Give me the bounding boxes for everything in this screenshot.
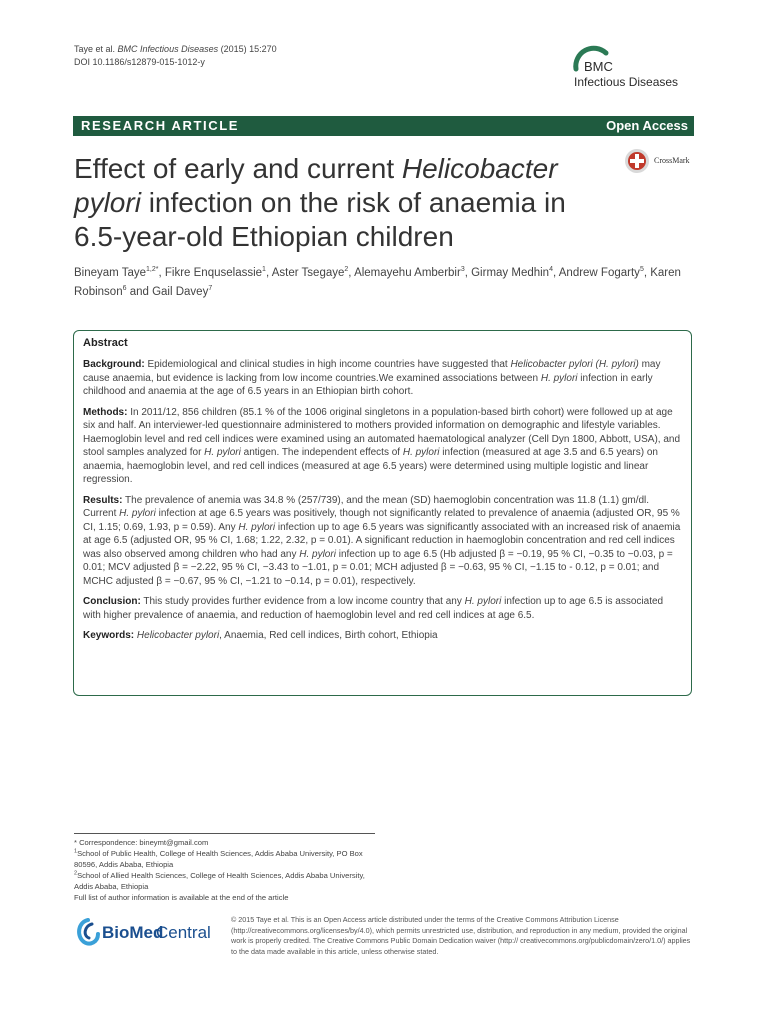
author-separator: ,: [464, 267, 472, 279]
abstract-conclusion: [83, 595, 683, 622]
affiliation-text: School of Public Health, College of Health Sciences, Addis Ababa University, PO Box 80596, Addis Ababa, Ethiopia: [74, 849, 363, 869]
journal-logo-name: Infectious Diseases: [574, 75, 679, 89]
affiliation-2: [74, 870, 384, 892]
correspondence: * Correspondence: bineymt@gmail.com: [74, 838, 209, 847]
full-author-info-note: Full list of author information is available at the end of the article: [74, 893, 289, 902]
abstract-results: [83, 494, 683, 589]
biomed-central-logo: [74, 916, 224, 952]
journal-logo: [566, 45, 706, 101]
author-separator: ,: [552, 267, 559, 279]
abstract-text: infection at age 6.5 years was positively, though not significantly related to prevalence of anaemia (adjusted OR, 95 % CI, 1.15; 0.69, 1.93, p = 0.59). Any: [83, 508, 680, 533]
title-part: Effect of early and current: [74, 153, 402, 184]
abstract-italic: H. pylori: [464, 596, 502, 607]
abstract-text: infection up to age 6.5 is associated with higher prevalence of anaemia, and reduction of haemoglobin level and red cell indices at age 6.5.: [83, 596, 664, 621]
abstract-text: , Anaemia, Red cell indices, Birth cohort, Ethiopia: [219, 630, 438, 641]
abstract-text: This study provides further evidence from a low income country that any: [140, 596, 465, 607]
title-italic: pylori: [74, 187, 141, 218]
author-affiliation-sup: 7: [208, 285, 213, 293]
abstract-text: Epidemiological and clinical studies in high income countries have suggested that: [144, 359, 511, 370]
title-part: 6.5-year-old Ethiopian children: [74, 221, 454, 252]
abstract-text: infection up to age 6.5 years was significantly associated with an increased risk of anaemia at age 6.5 (adjusted OR, 95 % CI, 1.68; 1.22, 2.32, p = 0.01). A significant reduction in haemoglobin concentration and red cell indices was also observed among children who had any: [83, 521, 681, 560]
affiliation-sup: 2: [74, 870, 78, 877]
abstract-italic: H. pylori: [299, 548, 336, 560]
abstract-box: [73, 330, 692, 696]
biomed-swirl-icon: [74, 916, 102, 950]
abstract-text: infection in early childhood and anaemia at the age of 6.5 years in an Ethiopian birth cohort.: [83, 372, 653, 397]
author-name: Aster Tsegaye: [271, 267, 345, 279]
author-affiliation-sup: 2: [344, 266, 349, 274]
author-name: Alemayehu Amberbir: [354, 267, 461, 279]
journal-logo-bmc: BMC: [584, 59, 613, 74]
abstract-text: In 2011/12, 856 children (85.1 % of the 1006 original singletons in a population-based birth cohort) were followed up at age six and half. An interviewer-led questionnaire administered to mothers provided information on demographic and lifestyle variables. Haemoglobin level and red cell indices were examined using an automated haematological analyzer (Cell Dyn 1800, Abbott, USA), and stool samples analyzed for: [83, 406, 681, 458]
biomed-logo-text: BioMed: [102, 923, 164, 942]
abstract-text: infection (measured at age 3.5 and 6.5 years) on anaemia, haemoglobin level, and red cell indices (measured at age 6.5 years) were determined using multiple logistic and linear regression.: [83, 447, 658, 485]
section-label: Methods:: [83, 406, 128, 418]
abstract-italic: H. pylori: [119, 508, 156, 519]
abstract-text: may cause anaemia, but evidence is lacking from low income countries.We examined associations between: [83, 359, 661, 384]
author-affiliation-sup: 5: [639, 266, 644, 274]
author-affiliation-sup: 6: [122, 285, 127, 293]
author-name: Fikre Enquselassie: [164, 267, 263, 279]
citation-journal: BMC Infectious Diseases: [117, 44, 219, 54]
abstract-keywords: [83, 629, 683, 643]
affiliation-1: [74, 848, 384, 870]
crossmark-icon: [624, 148, 650, 174]
affiliation-sup: 1: [74, 848, 78, 855]
author-name: Andrew Fogarty: [558, 267, 640, 279]
crossmark-badge[interactable]: [624, 148, 704, 174]
author-affiliation-sup: 3: [460, 266, 465, 274]
section-label: Keywords:: [83, 630, 135, 641]
license-text: © 2015 Taye et al. This is an Open Access article distributed under the terms of the Creative Commons Attribution License (http://creativecommons.org/licenses/by/4.0), which permits unrestricted use, distribution, and reproduction in any medium, provided the original work is properly credited. The Creative Commons Public Domain Dedication waiver (http:// creativecommons.org/publicdomain/zero/1.0/) applies to the data made available in this article, unless otherwise stated.: [231, 915, 691, 956]
author-affiliation-sup: 4: [549, 266, 553, 274]
abstract-italic: H. pylori: [204, 447, 241, 458]
doi[interactable]: DOI 10.1186/s12879-015-1012-y: [74, 57, 205, 67]
article-type-banner: [73, 116, 694, 136]
abstract-text: The prevalence of anemia was 34.8 % (257/739), and the mean (SD) haemoglobin concentration was 11.8 (1.1) gm/dl. Current: [83, 494, 650, 519]
author-name: Bineyam Taye: [74, 267, 147, 279]
abstract-italic: Helicobacter pylori (H. pylori): [510, 359, 639, 370]
author-name: Gail Davey: [152, 286, 209, 298]
central-logo-text: Central: [156, 923, 211, 942]
section-label: Results:: [83, 494, 123, 506]
section-label: Conclusion:: [83, 596, 141, 607]
abstract-italic: H. pylori: [540, 372, 578, 384]
author-separator: ,: [348, 267, 355, 279]
section-label: Background:: [83, 359, 145, 370]
crossmark-label: CrossMark: [654, 156, 690, 165]
citation: [74, 43, 277, 69]
author-separator: ,: [265, 267, 272, 279]
author-name: Girmay Medhin: [471, 267, 550, 279]
footnotes: [74, 837, 384, 903]
abstract-text: infection up to age 6.5 (Hb adjusted β = −0.19, 95 % CI, −0.35 to −0.03, p = 0.01; MCV adjusted β = −2.22, 95 % CI, −3.43 to −1.01, p = 0.01; MCH adjusted β = −0.63, 95 % CI, −1.15 to - 0.12, p = 0.01; and MCHC adjusted β = −0.67, 95 % CI, −1.21 to −0.14, p = 0.01), respectively.: [83, 548, 673, 587]
abstract-italic: H. pylori: [402, 447, 440, 458]
article-type-label: RESEARCH ARTICLE: [81, 118, 240, 133]
citation-line: [74, 43, 277, 56]
author-separator: ,: [158, 267, 165, 279]
author-affiliation-sup: 1,2*: [146, 266, 159, 274]
affiliation-text: School of Allied Health Sciences, College of Health Sciences, Addis Ababa University, Addis Ababa, Ethiopia: [74, 871, 365, 891]
author-separator: and: [126, 286, 153, 298]
abstract-methods: [83, 406, 683, 487]
article-title: [74, 152, 604, 254]
title-italic: Helicobacter: [401, 153, 558, 184]
abstract-text: antigen. The independent effects of: [240, 447, 403, 458]
author-list: [74, 264, 694, 302]
citation-authors: Taye et al.: [74, 44, 116, 54]
citation-volume: (2015) 15:270: [220, 44, 277, 54]
author-name: Karen Robinson: [74, 267, 681, 298]
open-access-label: Open Access: [606, 118, 688, 133]
author-affiliation-sup: 1: [262, 266, 266, 274]
abstract-italic: H. pylori: [238, 521, 276, 533]
abstract-background: [83, 358, 683, 399]
abstract-italic: Helicobacter pylori: [136, 630, 220, 641]
author-separator: ,: [643, 267, 651, 279]
title-part: infection on the risk of anaemia in: [140, 187, 566, 218]
abstract-heading: Abstract: [83, 337, 128, 349]
footnote-divider: [74, 833, 375, 834]
